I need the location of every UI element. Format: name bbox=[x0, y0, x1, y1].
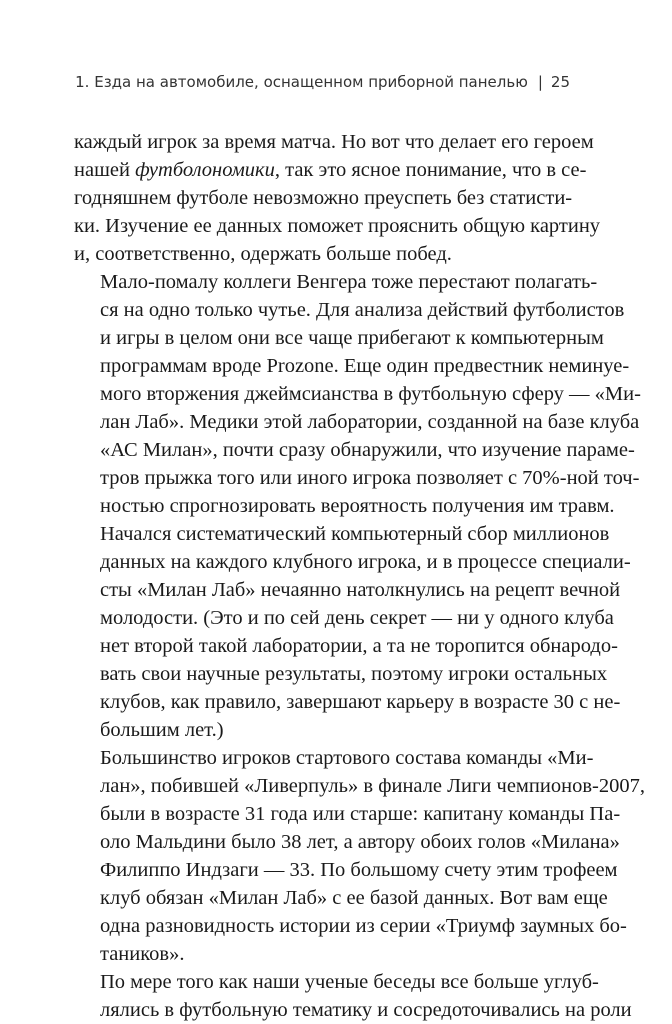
paragraph-4 bbox=[74, 968, 632, 1024]
text-line: были в возрасте 31 года или старше: капитану команды Па- bbox=[100, 803, 621, 825]
paragraph-3 bbox=[74, 744, 645, 968]
text-fragment: нашей bbox=[74, 159, 136, 181]
text-line: Филиппо Индзаги — 33. По большому счету этим трофеем bbox=[100, 859, 618, 881]
header-separator: | bbox=[537, 73, 543, 91]
text-line: и, соответственно, одержать больше побед. bbox=[74, 243, 452, 265]
text-line: и игры в целом они все чаще прибегают к компьютерным bbox=[100, 327, 604, 349]
text-line: каждый игрок за время матча. Но вот что делает его героем bbox=[74, 131, 594, 153]
text-line: тров прыжка того или иного игрока позволяет с 70%-ной точ- bbox=[100, 467, 640, 489]
text-line: одна разновидность истории из серии «Триумф заумных бо- bbox=[100, 915, 627, 937]
text-line: Мало-помалу коллеги Венгера тоже перестают полагать- bbox=[100, 271, 598, 293]
paragraph-2 bbox=[74, 268, 641, 744]
text-line: клубов, как правило, завершают карьеру в возрасте 30 с не- bbox=[100, 691, 621, 713]
text-line: Большинство игроков стартового состава команды «Ми- bbox=[100, 747, 594, 769]
text-line: ностью спрогнозировать вероятность получения им травм. bbox=[100, 495, 615, 517]
text-line: По мере того как наши ученые беседы все больше углуб- bbox=[100, 971, 599, 993]
text-line: лан Лаб». Медики этой лаборатории, созданной на базе клуба bbox=[100, 411, 640, 433]
body-text bbox=[74, 128, 645, 1024]
text-line: нет второй такой лаборатории, а та не торопится обнародо- bbox=[100, 635, 618, 657]
text-line: Начался систематический компьютерный сбор миллионов bbox=[100, 523, 610, 545]
paragraph-1 bbox=[74, 128, 601, 268]
text-line: программам вроде Prozone. Еще один предвестник неминуе- bbox=[100, 355, 630, 377]
page-number: 25 bbox=[550, 73, 570, 91]
text-line: «АС Милан», почти сразу обнаружили, что изучение параме- bbox=[100, 439, 635, 461]
text-line: сты «Милан Лаб» нечаянно натолкнулись на рецепт вечной bbox=[100, 579, 621, 601]
text-line: молодости. (Это и по сей день секрет — ни у одного клуба bbox=[100, 607, 614, 629]
text-line: лялись в футбольную тематику и сосредоточивались на роли bbox=[100, 999, 632, 1021]
text-line: оло Мальдини было 38 лет, а автору обоих голов «Милана» bbox=[100, 831, 620, 853]
text-line: мого вторжения джеймсианства в футбольную сферу — «Ми- bbox=[100, 383, 641, 405]
text-line: данных на каждого клубного игрока, и в процессе специали- bbox=[100, 551, 631, 573]
text-line: ки. Изучение ее данных поможет прояснить общую картину bbox=[74, 215, 601, 237]
emphasis-term: футболономики bbox=[135, 159, 275, 181]
text-line: большим лет.) bbox=[100, 719, 224, 741]
text-fragment: , так это ясное понимание, что в се- bbox=[274, 159, 587, 181]
text-line: клуб обязан «Милан Лаб» с ее базой данных. Вот вам еще bbox=[100, 887, 608, 909]
text-line: лан», побившей «Ливерпуль» в финале Лиги чемпионов-2007, bbox=[100, 775, 645, 797]
chapter-title: 1. Езда на автомобиле, оснащенном приборной панелью bbox=[75, 73, 528, 91]
text-line: вать свои научные результаты, поэтому игроки остальных bbox=[100, 663, 608, 685]
text-line: таников». bbox=[100, 943, 185, 965]
text-line: ся на одно только чутье. Для анализа действий футболистов bbox=[100, 299, 625, 321]
running-head bbox=[74, 73, 570, 91]
text-line: годняшнем футболе невозможно преуспеть без статисти- bbox=[74, 187, 573, 209]
text-line bbox=[74, 156, 587, 184]
